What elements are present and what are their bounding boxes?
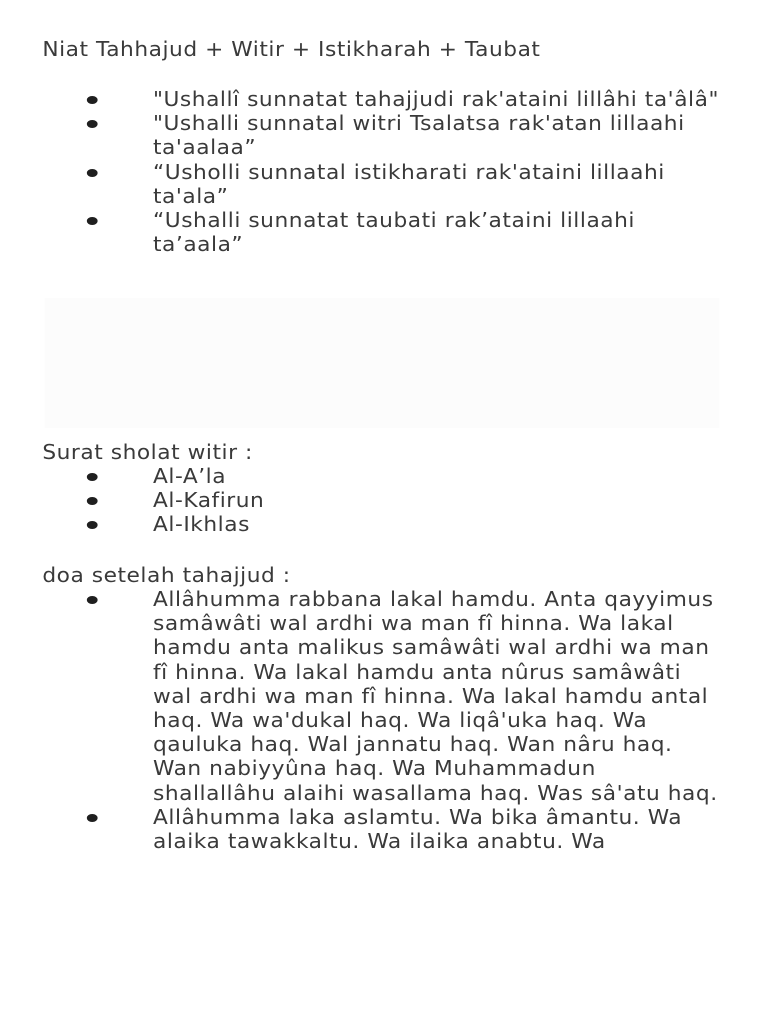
surat-item-text: Al-Ikhlas [152, 512, 250, 537]
list-item [0, 805, 768, 853]
bullet-icon [87, 169, 98, 177]
niat-taubat-text: “Ushalli sunnatat taubati rak’ataini lillaahi ta’aala” [152, 208, 635, 257]
bullet-icon [87, 120, 98, 128]
list-item [0, 111, 768, 159]
niat-heading: Niat Tahhajud + Witir + Istikharah + Taubat [42, 37, 541, 61]
niat-tahajjud-text: "Ushallî sunnatat tahajjudi rak'ataini lillâhi ta'âlâ" [152, 87, 719, 111]
image-placeholder [44, 298, 719, 428]
list-item [0, 488, 768, 512]
bullet-icon [87, 497, 98, 505]
doa-list [0, 587, 768, 853]
niat-list [0, 87, 768, 256]
niat-witir-text: "Ushalli sunnatal witri Tsalatsa rak'atan lillaahi ta'aalaa” [152, 111, 685, 160]
surat-item-text: Al-Kafirun [152, 488, 265, 513]
bullet-icon [87, 596, 98, 604]
list-item [0, 87, 768, 111]
list-item [0, 512, 768, 536]
bullet-icon [87, 96, 98, 104]
bullet-icon [87, 217, 98, 225]
bullet-icon [87, 814, 98, 822]
bullet-icon [87, 473, 98, 481]
bullet-icon [87, 521, 98, 529]
surat-item-text: Al-A’la [152, 464, 227, 488]
niat-istikharah-text: “Usholli sunnatal istikharati rak'ataini lillaahi ta'ala” [152, 159, 665, 208]
doa-item-text: Allâhumma rabbana lakal hamdu. Anta qayyimus samâwâti wal ardhi wa man fî hinna. Wa lakal hamdu anta malikus samâwâti wal ardhi wa man fî hinna. Wa lakal hamdu anta nûrus samâwâti wal ardhi wa man fî hinna. Wa lakal hamdu antal haq. Wa wa'dukal haq. Wa liqâ'uka haq. Wa qauluka haq. Wal jannatu haq. Wan nâru haq. Wan nabiyyûna haq. Wa Muhammadun shallallâhu alaihi wasallama haq. Was sâ'atu haq. [152, 587, 718, 805]
doa-item-text: Allâhumma laka aslamtu. Wa bika âmantu. Wa alaika tawakkaltu. Wa ilaika anabtu. Wa [152, 804, 683, 854]
doa-heading: doa setelah tahajjud : [42, 563, 291, 587]
surat-list [0, 464, 768, 537]
list-item [0, 208, 768, 256]
list-item [0, 464, 768, 488]
list-item [0, 160, 768, 208]
list-item [0, 587, 768, 805]
surat-heading: Surat sholat witir : [42, 440, 253, 464]
